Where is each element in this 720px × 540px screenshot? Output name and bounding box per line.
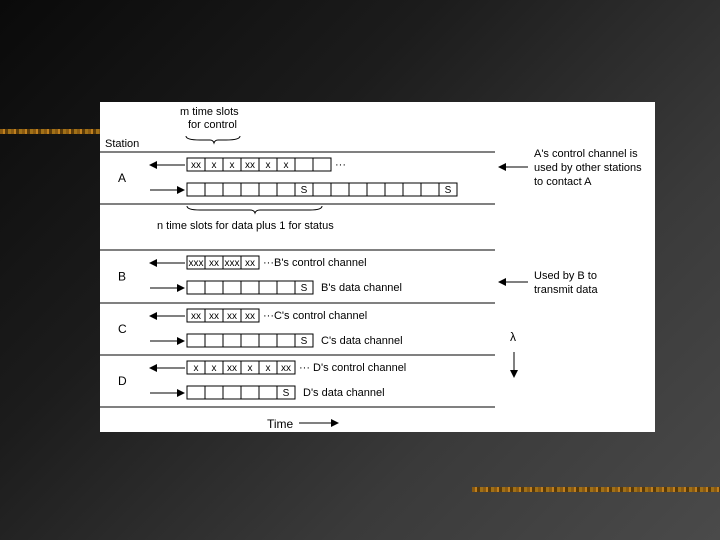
decorative-line-bottom-right (472, 487, 720, 492)
annotation-a-line3: to contact A (534, 176, 592, 188)
annotation-a-line2: used by other stations (534, 162, 642, 174)
control-slot-mark: xx (191, 160, 201, 171)
control-slot-mark: x (265, 160, 271, 171)
control-slot-mark: x (211, 363, 217, 374)
data-slot (349, 183, 367, 196)
data-slot (259, 386, 277, 399)
data-slot (223, 183, 241, 196)
station-label-d: D (118, 374, 127, 388)
data-slot (241, 386, 259, 399)
control-slot-mark: xx (245, 258, 255, 269)
data-slot (205, 281, 223, 294)
data-slot (421, 183, 439, 196)
station-header: Station (105, 138, 140, 150)
data-slot (241, 183, 259, 196)
control-slot-mark: xx (227, 311, 237, 322)
wdm-diagram (100, 102, 655, 432)
control-slot-mark: xxx (188, 258, 204, 269)
control-slot (313, 158, 331, 171)
data-slot (259, 281, 277, 294)
data-slot (187, 386, 205, 399)
data-slot (241, 334, 259, 347)
data-slot-mark: S (444, 185, 452, 196)
control-slot-mark: xx (281, 363, 291, 374)
annotation-a-line1: A's control channel is (534, 148, 638, 160)
station-label-c: C (118, 322, 127, 336)
control-slot-mark: x (211, 160, 217, 171)
data-slot (187, 183, 205, 196)
control-slot-mark: xx (227, 363, 237, 374)
station-d-data-label: D's data channel (303, 387, 385, 399)
stations-layer (118, 158, 457, 399)
control-slot-mark: x (229, 160, 235, 171)
station-c-data-label: C's data channel (321, 335, 403, 347)
m-slots-label-line1: m time slots (180, 106, 239, 118)
data-slot (205, 334, 223, 347)
control-slot-mark: xx (191, 311, 201, 322)
m-slots-brace (186, 136, 240, 143)
station-a-control-label: ··· (335, 159, 346, 171)
station-label-a: A (118, 171, 127, 185)
data-slot (331, 183, 349, 196)
data-slot-mark: S (300, 185, 308, 196)
data-slot (187, 281, 205, 294)
data-slot-mark: S (300, 283, 308, 294)
data-slot (403, 183, 421, 196)
decorative-line-left (0, 129, 100, 134)
station-b-data-label: B's data channel (321, 282, 402, 294)
time-label: Time (267, 417, 294, 431)
diagram-panel (100, 102, 655, 432)
data-slot (223, 334, 241, 347)
control-slot-mark: xx (245, 311, 255, 322)
control-slot-mark: xx (209, 311, 219, 322)
control-slot-mark: x (247, 363, 253, 374)
data-slot (205, 183, 223, 196)
m-slots-label-line2: for control (188, 119, 237, 131)
data-slot (205, 386, 223, 399)
data-slot (223, 281, 241, 294)
control-slot-mark: xx (245, 160, 255, 171)
control-slot-mark: x (193, 363, 199, 374)
data-slot (277, 334, 295, 347)
annotation-b-line1: Used by B to (534, 270, 597, 282)
control-slot-mark: x (265, 363, 271, 374)
n-slots-label: n time slots for data plus 1 for status (157, 220, 334, 232)
data-slot (223, 386, 241, 399)
data-slot (367, 183, 385, 196)
data-slot-mark: S (300, 336, 308, 347)
control-slot-mark: x (283, 160, 289, 171)
control-slot (295, 158, 313, 171)
lambda-label: λ (510, 330, 516, 344)
data-slot (277, 281, 295, 294)
station-label-b: B (118, 269, 127, 284)
data-slot (277, 183, 295, 196)
data-slot (187, 334, 205, 347)
control-slot-mark: xxx (224, 258, 240, 269)
data-slot (259, 183, 277, 196)
data-slot (241, 281, 259, 294)
station-d-control-label: ··· D's control channel (299, 362, 407, 374)
data-slot (385, 183, 403, 196)
annotation-b-line2: transmit data (534, 284, 598, 296)
n-slots-brace (187, 206, 322, 213)
control-slot-mark: xx (209, 258, 219, 269)
data-slot-mark: S (282, 388, 290, 399)
data-slot (313, 183, 331, 196)
station-b-control-label: ···B's control channel (263, 257, 367, 269)
station-c-control-label: ···C's control channel (263, 310, 368, 322)
data-slot (259, 334, 277, 347)
